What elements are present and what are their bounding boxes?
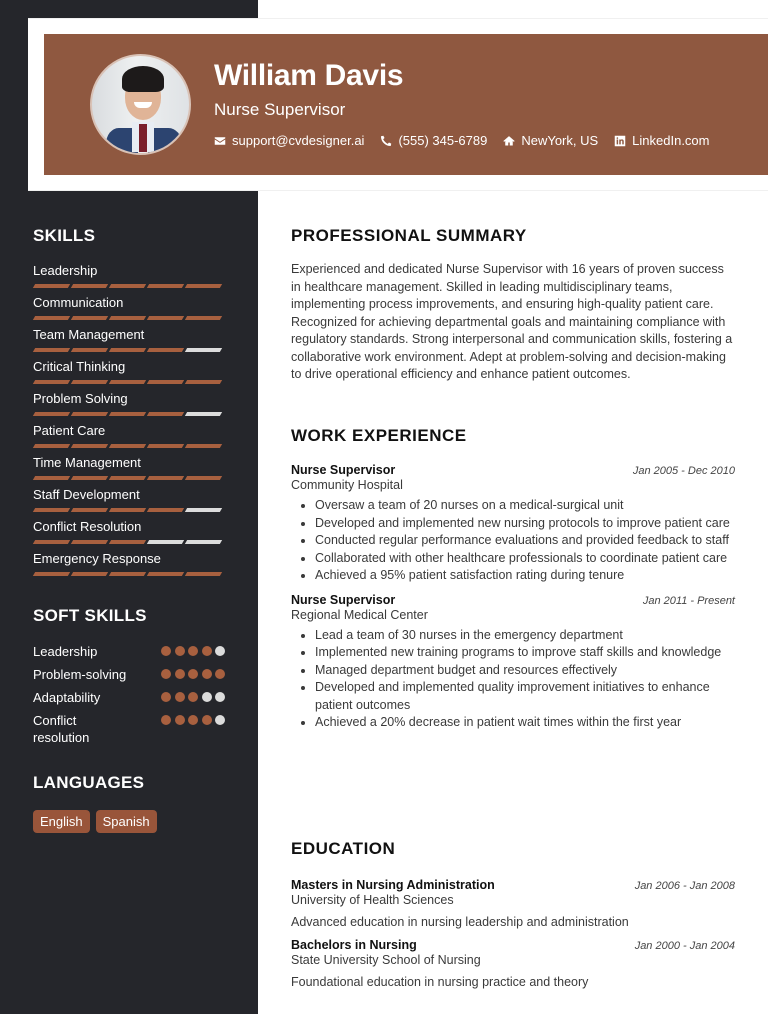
rating-dot-icon: [188, 715, 198, 725]
skill-name: Emergency Response: [33, 551, 161, 566]
skill-name: Leadership: [33, 263, 98, 278]
skill-item: [33, 391, 225, 423]
skill-level-segment: [71, 444, 108, 448]
skill-level-segment: [147, 476, 184, 480]
contact-phone-text: (555) 345-6789: [398, 133, 488, 148]
skill-level-segment: [71, 380, 108, 384]
skill-level-segment: [185, 508, 222, 512]
skill-level-segment: [71, 508, 108, 512]
degree-title: Bachelors in Nursing: [291, 938, 417, 952]
skill-level-segment: [109, 540, 146, 544]
degree-description: Foundational education in nursing practice and theory: [291, 975, 589, 989]
rating-dot-icon: [202, 692, 212, 702]
rating-dot-icon: [161, 669, 171, 679]
soft-skill-name: Problem-solving: [33, 667, 127, 682]
soft-skill-rating: [161, 715, 225, 725]
job-bullet: • Achieved a 95% patient satisfaction rating during tenure: [315, 567, 735, 585]
envelope-icon: [214, 135, 226, 147]
job-dates: Jan 2005 - Dec 2010: [632, 465, 735, 477]
skill-level-segment: [33, 348, 70, 352]
skill-level-segment: [185, 412, 222, 416]
contact-location: [503, 133, 598, 148]
skill-level-segment: [147, 540, 184, 544]
experience-entry: [291, 593, 735, 732]
skill-name: Time Management: [33, 455, 141, 470]
contact-list: [214, 133, 710, 148]
job-bullet: • Developed and implemented quality improvement initiatives to enhance patient outcomes: [315, 679, 735, 714]
soft-skill-name: Adaptability: [33, 690, 101, 705]
soft-skill-name: Conflict resolution: [33, 713, 90, 745]
skill-level-segment: [147, 380, 184, 384]
job-dates: Jan 2011 - Present: [642, 594, 735, 607]
skill-level-segment: [109, 284, 146, 288]
phone-icon: [380, 135, 392, 147]
job-bullets: [315, 497, 735, 585]
skill-item: [33, 487, 225, 519]
skill-level-segment: [71, 572, 108, 576]
rating-dot-icon: [202, 646, 212, 656]
soft-skill-rating: [161, 669, 225, 679]
rating-dot-icon: [202, 715, 212, 725]
skill-item: [33, 519, 225, 551]
skill-level-segment: [109, 348, 146, 352]
skill-level-segment: [185, 348, 222, 352]
school-name: State University School of Nursing: [291, 953, 481, 967]
job-title: Nurse Supervisor: [291, 592, 396, 607]
job-title: Nurse Supervisor: [291, 463, 396, 477]
contact-phone[interactable]: [380, 133, 487, 148]
skill-level-segment: [109, 476, 146, 480]
skill-item: [33, 423, 225, 455]
skill-level-segment: [185, 444, 222, 448]
soft-skill-item: [33, 643, 225, 660]
skill-item: [33, 551, 225, 583]
skill-level-bar: [34, 444, 225, 448]
job-bullet: • Developed and implemented new nursing protocols to improve patient care: [315, 515, 735, 533]
skill-level-segment: [185, 316, 222, 320]
soft-skill-name: Leadership: [33, 644, 98, 659]
skill-name: Critical Thinking: [33, 359, 126, 374]
skills-list: [33, 263, 225, 583]
rating-dot-icon: [215, 669, 225, 679]
soft-skill-item: [33, 689, 225, 706]
job-company: Community Hospital: [291, 478, 403, 492]
education-entry: [291, 938, 735, 989]
avatar: [90, 54, 191, 155]
rating-dot-icon: [215, 692, 225, 702]
skill-name: Staff Development: [33, 487, 140, 502]
job-bullet: • Oversaw a team of 20 nurses on a medical-surgical unit: [315, 497, 735, 515]
education-section: [291, 839, 735, 989]
skill-level-segment: [185, 476, 222, 480]
skill-item: [33, 263, 225, 295]
skill-level-segment: [109, 508, 146, 512]
experience-heading: WORK EXPERIENCE: [291, 426, 467, 445]
skill-level-segment: [109, 380, 146, 384]
skill-level-segment: [147, 572, 184, 576]
language-badge: English: [33, 810, 90, 833]
candidate-name: William Davis: [214, 59, 404, 92]
skill-level-bar: [34, 380, 225, 384]
skill-level-segment: [147, 316, 184, 320]
degree-description: Advanced education in nursing leadership and administration: [291, 915, 629, 929]
soft-skill-item: [33, 712, 225, 746]
skill-level-segment: [33, 316, 70, 320]
contact-linkedin[interactable]: [614, 133, 709, 148]
skill-name: Conflict Resolution: [33, 519, 142, 534]
contact-email[interactable]: [214, 133, 364, 148]
skill-level-bar: [34, 476, 225, 480]
candidate-role: Nurse Supervisor: [214, 100, 346, 119]
degree-title: Masters in Nursing Administration: [291, 878, 495, 892]
skills-heading: SKILLS: [33, 226, 96, 245]
skill-level-segment: [147, 412, 184, 416]
skill-level-bar: [34, 316, 225, 320]
rating-dot-icon: [175, 715, 185, 725]
rating-dot-icon: [215, 715, 225, 725]
skill-item: [33, 327, 225, 359]
school-name: University of Health Sciences: [291, 893, 454, 907]
skill-level-segment: [109, 412, 146, 416]
job-bullet: • Implemented new training programs to improve staff skills and knowledge: [315, 644, 735, 662]
job-bullet: • Conducted regular performance evaluations and provided feedback to staff: [315, 532, 735, 550]
skill-level-bar: [34, 412, 225, 416]
skill-level-bar: [34, 348, 225, 352]
languages-list: [33, 810, 157, 833]
skill-level-segment: [109, 444, 146, 448]
skill-level-segment: [33, 412, 70, 416]
soft-skill-rating: [161, 692, 225, 702]
language-badge: Spanish: [96, 810, 157, 833]
skill-item: [33, 455, 225, 487]
skill-level-segment: [185, 284, 222, 288]
rating-dot-icon: [215, 646, 225, 656]
job-bullets: [315, 627, 735, 732]
skill-name: Problem Solving: [33, 391, 128, 406]
rating-dot-icon: [161, 715, 171, 725]
skill-level-segment: [33, 508, 70, 512]
rating-dot-icon: [175, 669, 185, 679]
linkedin-icon: [614, 135, 626, 147]
skill-level-segment: [71, 348, 108, 352]
summary-text: Experienced and dedicated Nurse Supervisor with 16 years of proven success in healthcare management. Skilled in leading multidisciplinary teams, implementing process improvements, and ensuring high-quality patient care. Recognized for achieving departmental goals and maintaining compliance with regulatory standards. Strong interpersonal and communication skills, fostering a collaborative work environment. Adept at problem-solving and decision-making to drive operational efficiency and enhance patient outcomes.: [291, 262, 733, 381]
rating-dot-icon: [175, 692, 185, 702]
skill-level-segment: [109, 572, 146, 576]
skill-level-segment: [147, 284, 184, 288]
contact-email-text: support@cvdesigner.ai: [232, 133, 365, 148]
education-entry: [291, 878, 735, 929]
skill-level-segment: [71, 412, 108, 416]
degree-dates: Jan 2000 - Jan 2004: [634, 940, 735, 952]
skill-item: [33, 295, 225, 327]
skill-name: Patient Care: [33, 423, 106, 438]
skill-level-bar: [34, 540, 225, 544]
job-bullet: • Achieved a 20% decrease in patient wait times within the first year: [315, 714, 735, 732]
soft-skills-heading: SOFT SKILLS: [33, 606, 147, 625]
education-heading: EDUCATION: [291, 839, 396, 858]
soft-skill-rating: [161, 646, 225, 656]
skill-level-segment: [33, 540, 70, 544]
skill-level-segment: [147, 508, 184, 512]
skill-name: Communication: [33, 295, 124, 310]
job-bullet: • Lead a team of 30 nurses in the emergency department: [315, 627, 735, 645]
skill-level-segment: [147, 348, 184, 352]
rating-dot-icon: [188, 669, 198, 679]
experience-section: [291, 426, 735, 732]
rating-dot-icon: [161, 646, 171, 656]
skill-level-segment: [71, 316, 108, 320]
contact-location-text: NewYork, US: [521, 133, 599, 148]
skill-level-bar: [34, 508, 225, 512]
skill-level-segment: [33, 444, 70, 448]
skill-level-segment: [185, 540, 222, 544]
skill-level-segment: [33, 572, 70, 576]
skill-item: [33, 359, 225, 391]
skill-level-segment: [71, 540, 108, 544]
experience-entry: [291, 463, 735, 585]
languages-heading: LANGUAGES: [33, 773, 145, 792]
soft-skill-item: [33, 666, 225, 683]
skill-level-bar: [34, 572, 225, 576]
skill-level-segment: [33, 476, 70, 480]
job-company: Regional Medical Center: [291, 607, 428, 622]
skill-level-segment: [185, 572, 222, 576]
job-bullet: • Managed department budget and resources effectively: [315, 662, 735, 680]
rating-dot-icon: [202, 669, 212, 679]
skill-level-segment: [71, 476, 108, 480]
skill-level-segment: [147, 444, 184, 448]
rating-dot-icon: [188, 692, 198, 702]
soft-skills-list: [33, 643, 225, 752]
job-bullet: • Collaborated with other healthcare professionals to coordinate patient care: [315, 550, 735, 568]
contact-linkedin-text: LinkedIn.com: [632, 133, 710, 148]
rating-dot-icon: [188, 646, 198, 656]
skill-level-segment: [33, 284, 70, 288]
summary-section: [291, 226, 735, 384]
rating-dot-icon: [161, 692, 171, 702]
skill-level-segment: [185, 380, 222, 384]
skill-level-segment: [33, 380, 70, 384]
rating-dot-icon: [175, 646, 185, 656]
summary-heading: PROFESSIONAL SUMMARY: [291, 226, 527, 245]
skill-level-bar: [34, 284, 225, 288]
skill-level-segment: [71, 284, 108, 288]
degree-dates: Jan 2006 - Jan 2008: [634, 880, 735, 892]
skill-name: Team Management: [33, 327, 145, 342]
skill-level-segment: [109, 316, 146, 320]
home-icon: [503, 135, 515, 147]
